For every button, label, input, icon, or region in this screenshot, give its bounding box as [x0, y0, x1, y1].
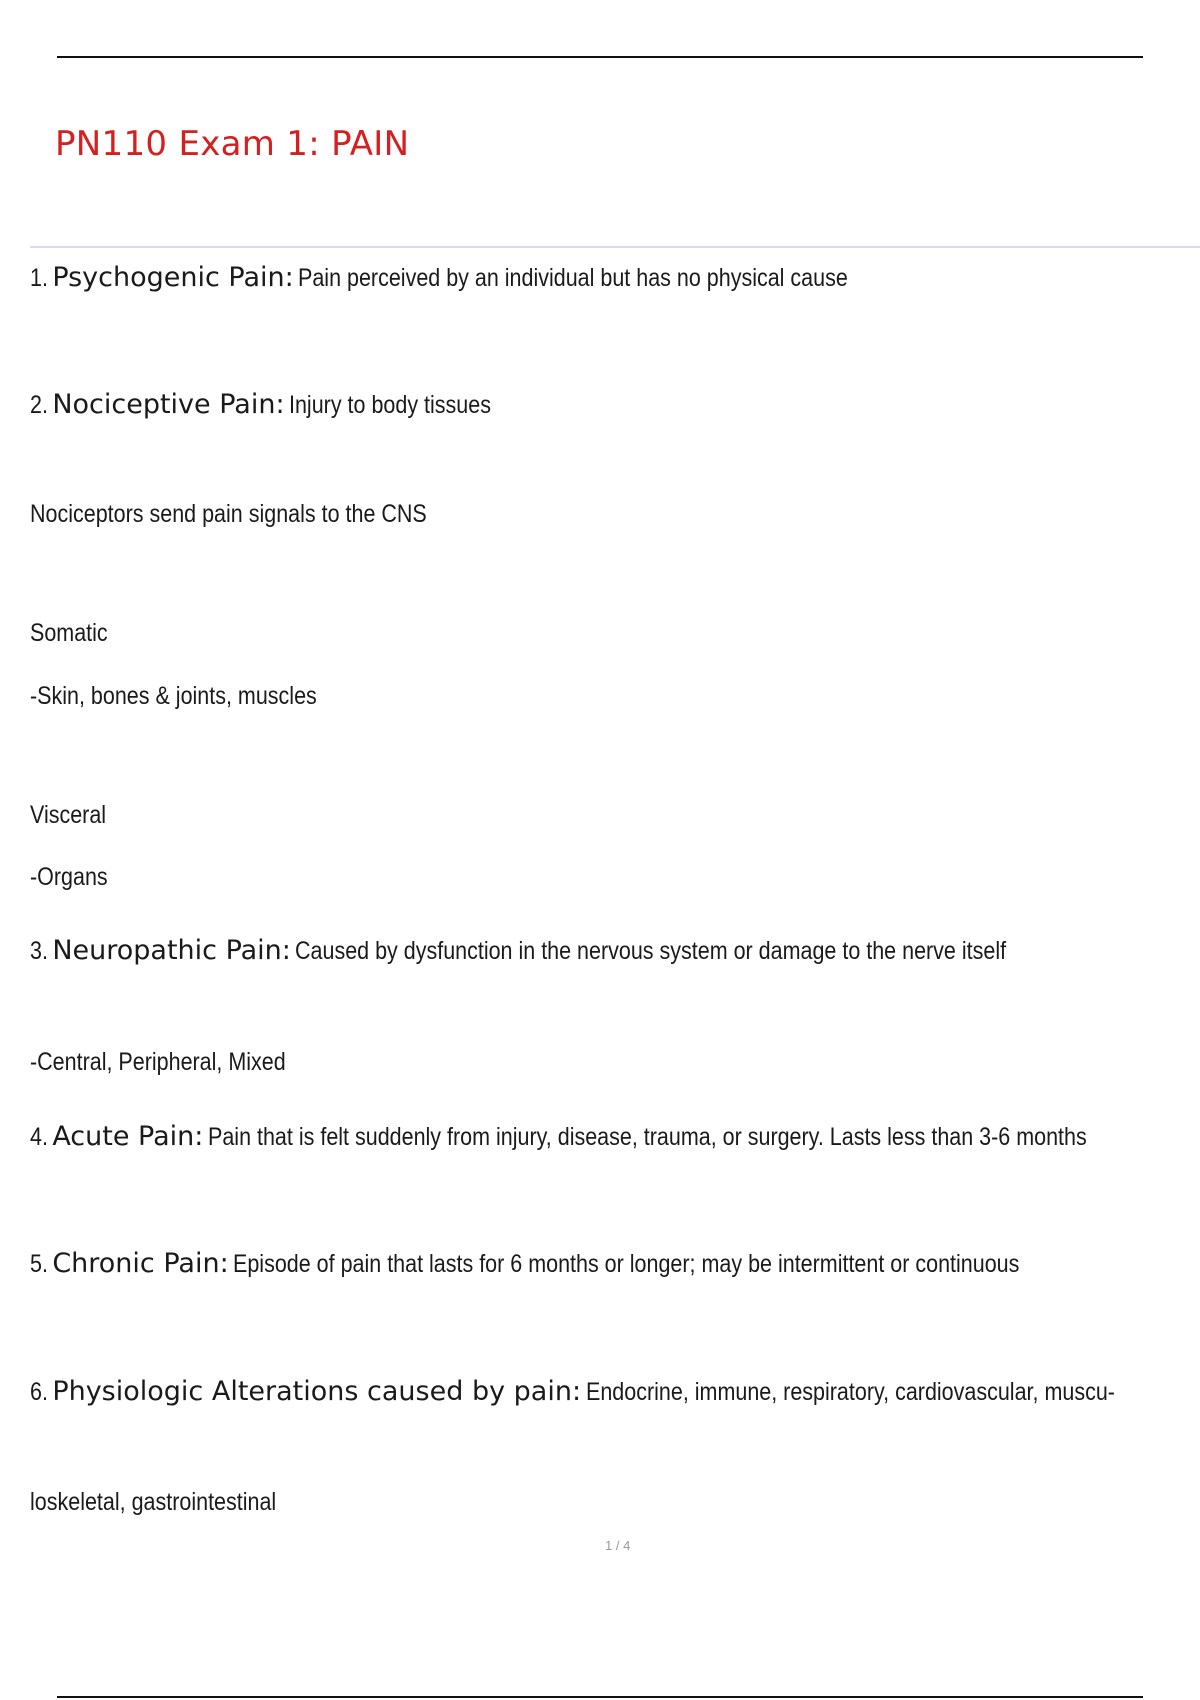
- entry-number: 1.: [30, 264, 48, 292]
- entry-definition: Endocrine, immune, respiratory, cardiovascular, muscu-: [585, 1378, 1115, 1406]
- bottom-rule: [57, 1696, 1143, 1698]
- entry-number: 6.: [30, 1378, 48, 1406]
- entry-term: Chronic Pain:: [52, 1248, 229, 1279]
- entry-term: Physiologic Alterations caused by pain:: [52, 1376, 582, 1407]
- entry-definition: Injury to body tissues: [289, 391, 491, 419]
- top-rule: [57, 56, 1143, 58]
- note-somatic: Somatic: [30, 619, 108, 647]
- entry-physiologic-alterations: [30, 1376, 1200, 1408]
- entry-number: 3.: [30, 937, 48, 965]
- note-nociceptors: Nociceptors send pain signals to the CNS: [30, 500, 427, 528]
- entry-term: Acute Pain:: [52, 1121, 204, 1152]
- page-number: 1 / 4: [605, 1538, 631, 1553]
- entry-definition: Caused by dysfunction in the nervous system or damage to the nerve itself: [295, 937, 1007, 965]
- entry-number: 5.: [30, 1250, 48, 1278]
- entry-term: Psychogenic Pain:: [52, 262, 294, 293]
- entry-definition: Episode of pain that lasts for 6 months or longer; may be intermittent or continuous: [233, 1250, 1020, 1278]
- entry-term: Nociceptive Pain:: [52, 389, 285, 420]
- entry-psychogenic-pain: [30, 262, 938, 294]
- title-divider: [30, 246, 1200, 248]
- entry-number: 4.: [30, 1123, 48, 1151]
- entry-definition: Pain perceived by an individual but has no physical cause: [298, 264, 849, 292]
- entry-neuropathic-pain: [30, 935, 1122, 967]
- note-visceral-detail: -Organs: [30, 863, 108, 891]
- entry-acute-pain: [30, 1121, 1200, 1153]
- document-title: PN110 Exam 1: PAIN: [55, 124, 410, 164]
- entry-definition: Pain that is felt suddenly from injury, disease, trauma, or surgery. Lasts less than 3-6 months: [207, 1123, 1087, 1151]
- note-visceral: Visceral: [30, 801, 107, 829]
- entry-number: 2.: [30, 391, 48, 419]
- note-physiologic-continued: loskeletal, gastrointestinal: [30, 1488, 277, 1516]
- note-somatic-detail: -Skin, bones & joints, muscles: [30, 682, 317, 710]
- note-neuropathic-types: -Central, Peripheral, Mixed: [30, 1048, 286, 1076]
- entry-nociceptive-pain: [30, 389, 524, 421]
- entry-term: Neuropathic Pain:: [52, 935, 291, 966]
- entry-chronic-pain: [30, 1248, 1148, 1280]
